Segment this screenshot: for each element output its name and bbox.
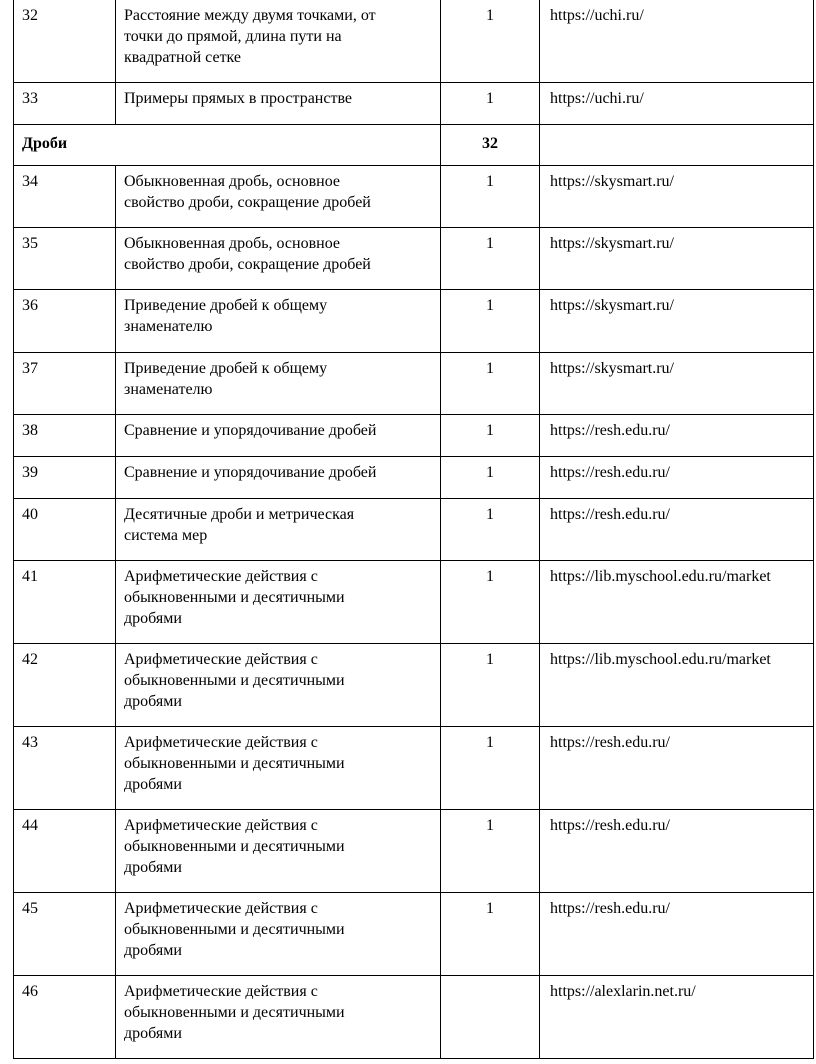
lesson-hours: 1 bbox=[441, 457, 540, 499]
lesson-number: 33 bbox=[14, 83, 116, 125]
lesson-topic: Обыкновенная дробь, основное свойство дроби, сокращение дробей bbox=[116, 228, 441, 290]
lesson-topic: Расстояние между двумя точками, от точки до прямой, длина пути на квадратной сетке bbox=[116, 0, 441, 83]
table-row bbox=[14, 228, 814, 290]
lesson-hours: 1 bbox=[441, 353, 540, 415]
lesson-number: 45 bbox=[14, 893, 116, 976]
lesson-hours: 1 bbox=[441, 727, 540, 810]
resource-link[interactable]: https://resh.edu.ru/ bbox=[540, 457, 814, 499]
lesson-hours: 1 bbox=[441, 166, 540, 228]
table-row bbox=[14, 83, 814, 125]
lesson-hours: 1 bbox=[441, 415, 540, 457]
lesson-hours: 1 bbox=[441, 83, 540, 125]
table-row bbox=[14, 290, 814, 353]
section-title: Дроби bbox=[14, 125, 441, 166]
lesson-number: 43 bbox=[14, 727, 116, 810]
table-row bbox=[14, 166, 814, 228]
resource-link[interactable]: https://resh.edu.ru/ bbox=[540, 810, 814, 893]
lesson-topic: Арифметические действия с обыкновенными и десятичными дробями bbox=[116, 727, 441, 810]
lesson-hours: 1 bbox=[441, 561, 540, 644]
resource-link[interactable]: https://lib.myschool.edu.ru/market bbox=[540, 644, 814, 727]
resource-link[interactable]: https://alexlarin.net.ru/ bbox=[540, 976, 814, 1059]
table-row bbox=[14, 499, 814, 561]
lesson-topic: Сравнение и упорядочивание дробей bbox=[116, 415, 441, 457]
lesson-topic: Арифметические действия с обыкновенными и десятичными дробями bbox=[116, 976, 441, 1059]
lesson-hours: 1 bbox=[441, 290, 540, 353]
lesson-topic: Примеры прямых в пространстве bbox=[116, 83, 441, 125]
resource-link[interactable]: https://uchi.ru/ bbox=[540, 0, 814, 83]
lesson-number: 39 bbox=[14, 457, 116, 499]
lesson-number: 41 bbox=[14, 561, 116, 644]
section-row bbox=[14, 125, 814, 166]
table-row bbox=[14, 810, 814, 893]
section-empty-cell bbox=[540, 125, 814, 166]
lesson-topic: Сравнение и упорядочивание дробей bbox=[116, 457, 441, 499]
lesson-number: 38 bbox=[14, 415, 116, 457]
lesson-number: 46 bbox=[14, 976, 116, 1059]
table-row bbox=[14, 457, 814, 499]
lesson-topic: Арифметические действия с обыкновенными и десятичными дробями bbox=[116, 893, 441, 976]
resource-link[interactable]: https://resh.edu.ru/ bbox=[540, 727, 814, 810]
section-hours: 32 bbox=[441, 125, 540, 166]
table-row bbox=[14, 727, 814, 810]
lesson-topic: Арифметические действия с обыкновенными и десятичными дробями bbox=[116, 644, 441, 727]
lesson-topic: Обыкновенная дробь, основное свойство дроби, сокращение дробей bbox=[116, 166, 441, 228]
resource-link[interactable]: https://uchi.ru/ bbox=[540, 83, 814, 125]
lesson-number: 36 bbox=[14, 290, 116, 353]
lesson-number: 40 bbox=[14, 499, 116, 561]
resource-link[interactable]: https://skysmart.ru/ bbox=[540, 353, 814, 415]
lesson-topic: Десятичные дроби и метрическая система мер bbox=[116, 499, 441, 561]
lesson-number: 44 bbox=[14, 810, 116, 893]
lesson-hours: 1 bbox=[441, 228, 540, 290]
resource-link[interactable]: https://lib.myschool.edu.ru/market bbox=[540, 561, 814, 644]
resource-link[interactable]: https://skysmart.ru/ bbox=[540, 290, 814, 353]
lesson-topic: Арифметические действия с обыкновенными и десятичными дробями bbox=[116, 561, 441, 644]
resource-link[interactable]: https://skysmart.ru/ bbox=[540, 228, 814, 290]
lesson-hours: 1 bbox=[441, 499, 540, 561]
lesson-hours: 1 bbox=[441, 644, 540, 727]
curriculum-table-body bbox=[14, 0, 814, 1059]
curriculum-table bbox=[13, 0, 814, 1059]
table-row bbox=[14, 976, 814, 1059]
table-row bbox=[14, 415, 814, 457]
table-row bbox=[14, 0, 814, 83]
lesson-number: 32 bbox=[14, 0, 116, 83]
table-row bbox=[14, 644, 814, 727]
table-row bbox=[14, 561, 814, 644]
resource-link[interactable]: https://resh.edu.ru/ bbox=[540, 893, 814, 976]
resource-link[interactable]: https://resh.edu.ru/ bbox=[540, 499, 814, 561]
table-row bbox=[14, 893, 814, 976]
lesson-hours: 1 bbox=[441, 0, 540, 83]
lesson-topic: Приведение дробей к общему знаменателю bbox=[116, 290, 441, 353]
lesson-hours: 1 bbox=[441, 810, 540, 893]
lesson-topic: Приведение дробей к общему знаменателю bbox=[116, 353, 441, 415]
lesson-number: 42 bbox=[14, 644, 116, 727]
resource-link[interactable]: https://resh.edu.ru/ bbox=[540, 415, 814, 457]
resource-link[interactable]: https://skysmart.ru/ bbox=[540, 166, 814, 228]
lesson-hours bbox=[441, 976, 540, 1059]
lesson-hours: 1 bbox=[441, 893, 540, 976]
lesson-number: 37 bbox=[14, 353, 116, 415]
lesson-topic: Арифметические действия с обыкновенными и десятичными дробями bbox=[116, 810, 441, 893]
table-row bbox=[14, 353, 814, 415]
lesson-number: 34 bbox=[14, 166, 116, 228]
lesson-number: 35 bbox=[14, 228, 116, 290]
